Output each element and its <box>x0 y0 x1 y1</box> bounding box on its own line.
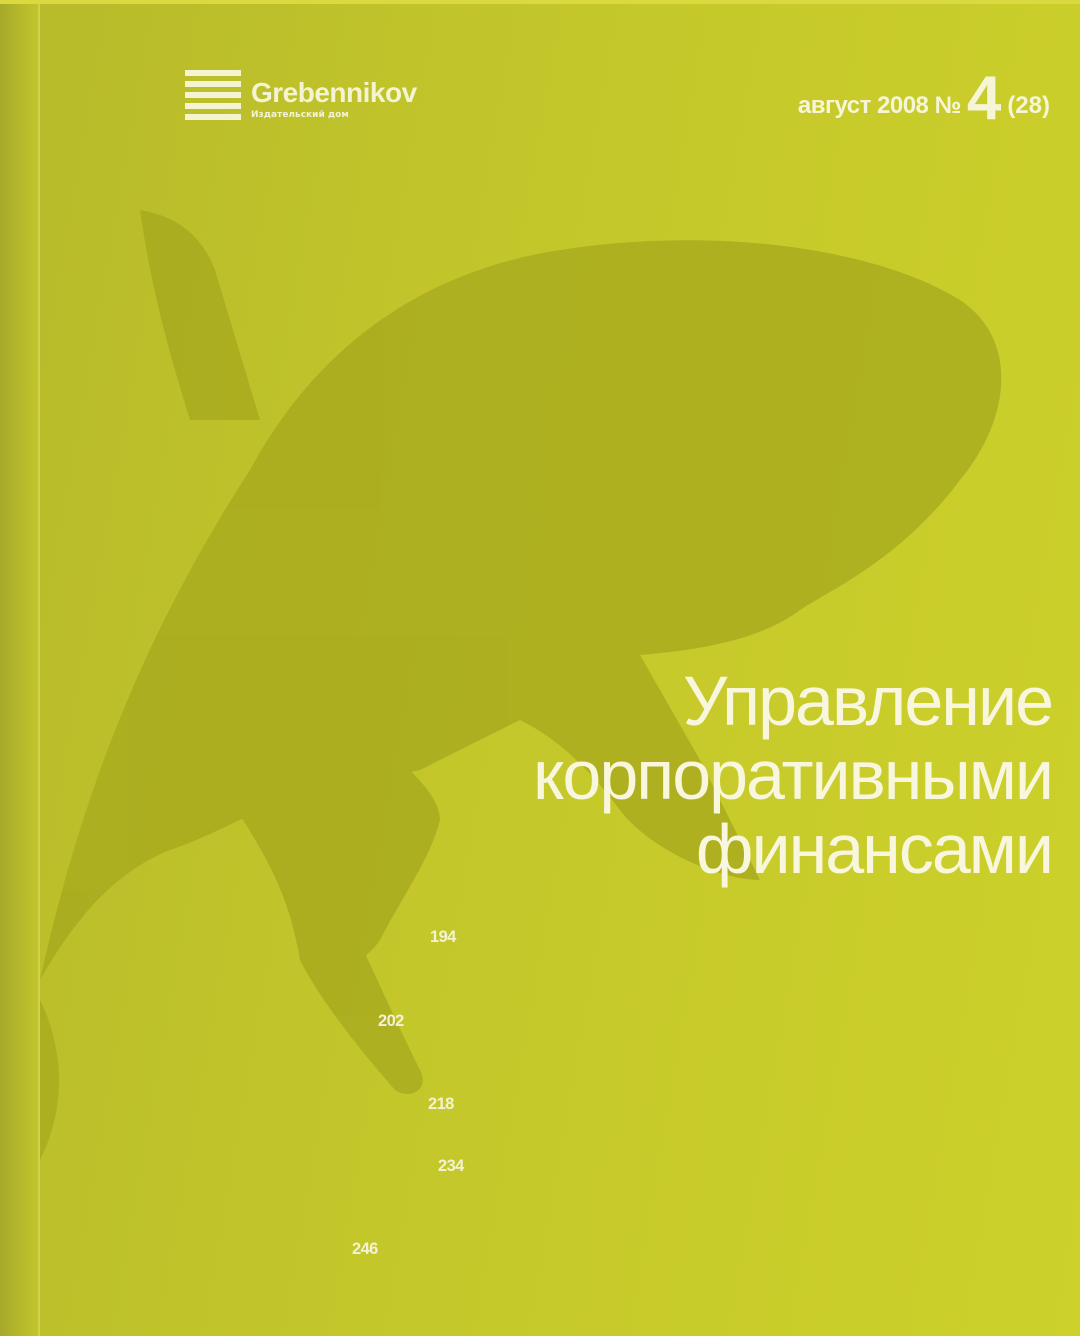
publisher-name: Grebennikov <box>251 77 417 108</box>
issue-number: 4 <box>966 64 1002 133</box>
title-line-3: финансами <box>695 810 1052 888</box>
toc-page: 218 <box>428 1095 454 1113</box>
toc-page: 234 <box>438 1157 464 1175</box>
toc-page: 202 <box>378 1012 404 1030</box>
toc-page: 194 <box>430 928 456 946</box>
publisher-subtitle: Издательский дом <box>251 110 349 120</box>
issue-date: август 2008 № <box>797 92 961 119</box>
issue-code: (28) <box>1007 92 1050 119</box>
toc-page: 246 <box>352 1240 378 1258</box>
title-line-2: корпоративными <box>533 736 1052 814</box>
title-line-1: Управление <box>682 662 1052 740</box>
